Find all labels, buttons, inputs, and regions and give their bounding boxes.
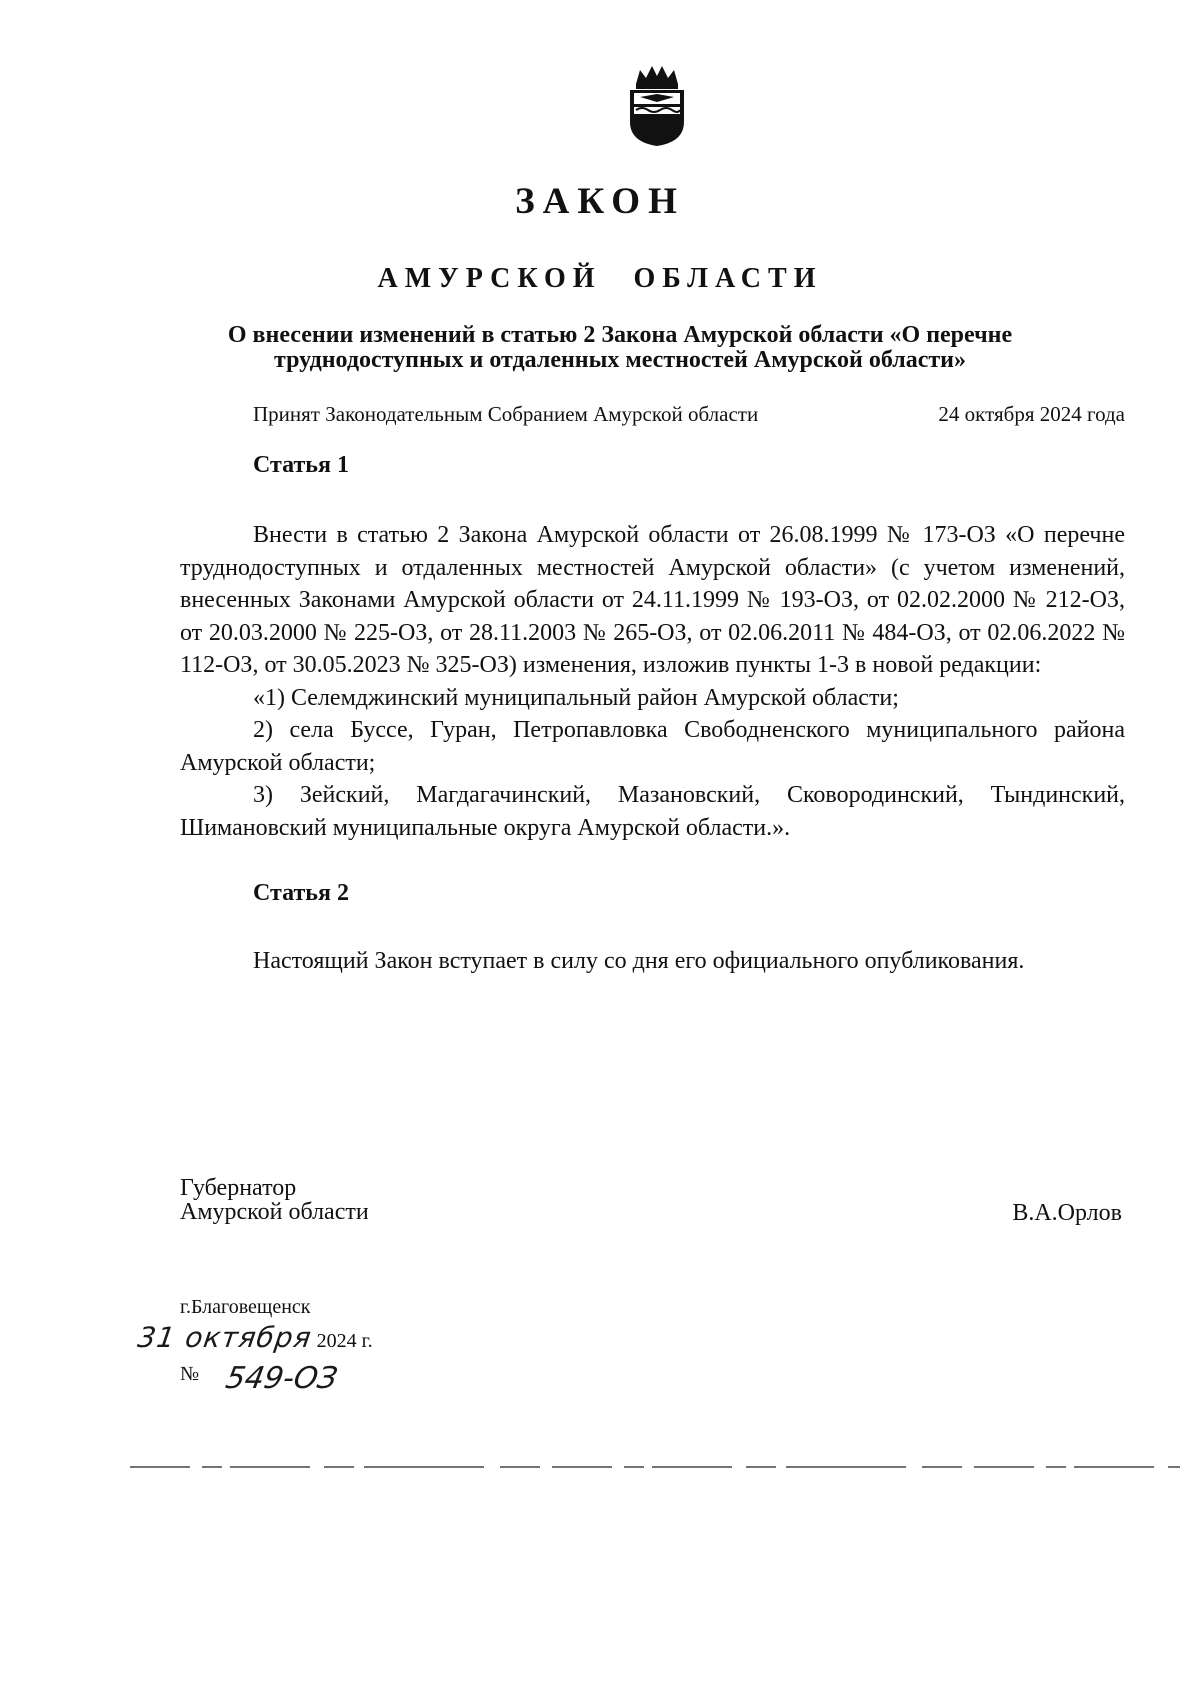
article-1-heading: Статья 1 bbox=[253, 452, 349, 478]
article-1-item-3: 3) Зейский, Магдагачинский, Мазановский, Сковородинский, Тындинский, Шимановский муниципальные округа Амурской области.». bbox=[180, 782, 1125, 841]
article-2-heading: Статья 2 bbox=[253, 880, 349, 906]
law-name: О внесении изменений в статью 2 Закона Амурской области «О перечне труднодоступных и отдаленных местностей Амурской области» bbox=[227, 322, 1013, 373]
handwritten-number: 549-ОЗ bbox=[223, 1361, 341, 1396]
signer-name: В.А.Орлов bbox=[1012, 1200, 1122, 1226]
law-number bbox=[180, 1353, 341, 1396]
signer-position-line-1: Губернатор bbox=[180, 1175, 297, 1201]
adopted-by: Принят Законодательным Собранием Амурской области bbox=[253, 402, 759, 426]
scan-artifact-line bbox=[130, 1466, 1180, 1468]
amur-oblast-coat-of-arms-icon bbox=[622, 62, 692, 148]
article-2-body bbox=[180, 945, 1125, 978]
year-suffix: 2024 г. bbox=[316, 1330, 373, 1352]
adopted-date: 24 октября 2024 года bbox=[938, 402, 1125, 426]
article-1-body bbox=[180, 519, 1125, 844]
article-1-item-1: «1) Селемджинский муниципальный район Амурской области; bbox=[253, 684, 899, 711]
handwritten-date: 31 октября bbox=[135, 1321, 314, 1354]
document-title: ЗАКОН bbox=[515, 181, 685, 222]
document-subtitle: АМУРСКОЙ ОБЛАСТИ bbox=[377, 263, 823, 294]
article-1-item-2: 2) села Буссе, Гуран, Петропавловка Свободненского муниципального района Амурской области; bbox=[180, 717, 1125, 776]
signer-position-line-2: Амурской области bbox=[180, 1199, 369, 1225]
city: г.Благовещенск bbox=[180, 1296, 311, 1318]
signing-date bbox=[135, 1321, 373, 1354]
article-1-paragraph-1: Внести в статью 2 Закона Амурской области от 26.08.1999 № 173-ОЗ «О перечне труднодоступных и отдаленных местностей Амурской области» (с учетом изменений, внесенных Законами Амурской области от 24.11.1999 № 193-ОЗ, от 02.02.2000 № 212-ОЗ, от 20.03.2000 № 225-ОЗ, от 28.11.2003 № 265-ОЗ, от 02.06.2011 № 484-ОЗ, от 02.06.2022 № 112-ОЗ, от 30.05.2023 № 325-ОЗ) изменения, изложив пункты 1-3 в новой редакции: bbox=[180, 522, 1125, 678]
number-sign: № bbox=[180, 1363, 200, 1385]
signer-position bbox=[180, 1176, 369, 1224]
article-2-paragraph: Настоящий Закон вступает в силу со дня его официального опубликования. bbox=[253, 948, 1025, 974]
